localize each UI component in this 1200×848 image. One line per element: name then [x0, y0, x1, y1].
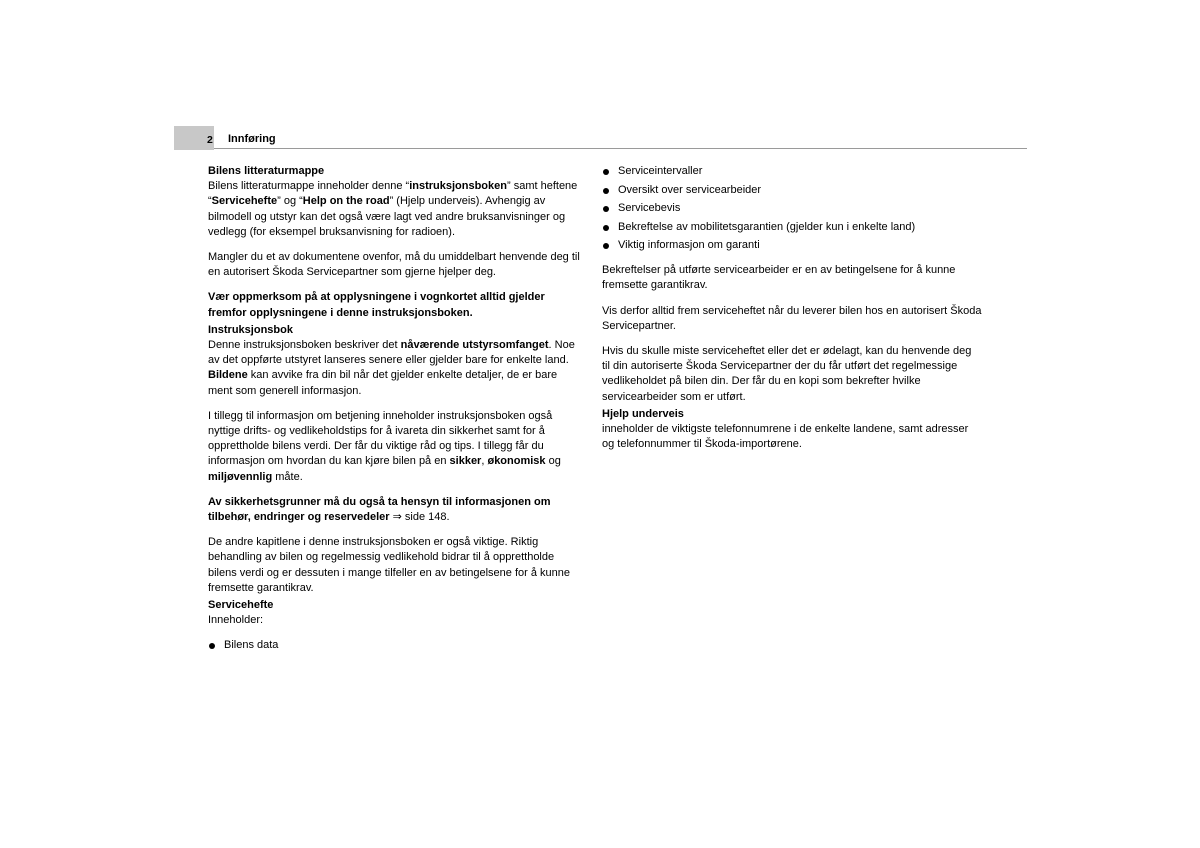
paragraph-other-chapters: De andre kapitlene i denne instruksjonsboken er også viktige. Riktig behandling av bilen og regelmessig vedlikehold bidrar til å opprettholde bilens verdi og er dessuten i mange tilfeller en av betingelsene for å kunne fremsette garantikrav. — [208, 536, 571, 594]
header-rule — [214, 148, 1027, 149]
section-heading-service-booklet: Servicehefte — [208, 599, 274, 612]
bullet-list-left — [208, 638, 582, 653]
paragraph-literature-folder: Bilens litteraturmappe inneholder denne “instruksjonsboken” samt heftene “Servicehefte” og “Help on the road” (Hjelp underveis). Avhengig av bilmodell og utstyr kan det også være lagt ved andre bruksanvisninger og vedlegg (for eksempel bruksanvisning for radioen). — [208, 180, 578, 238]
list-item: Viktig informasjon om garanti — [602, 238, 982, 253]
paragraph-show-booklet: Vis derfor alltid frem serviceheftet når du leverer bilen hos en autorisert Škoda Servicepartner. — [602, 304, 982, 332]
list-item: Serviceintervaller — [602, 164, 982, 179]
bullet-icon — [603, 243, 609, 249]
list-item: Oversikt over servicearbeider — [602, 183, 982, 198]
page-number: 2 — [207, 134, 213, 146]
list-item: Bekreftelse av mobilitetsgarantien (gjelder kun i enkelte land) — [602, 220, 982, 235]
paragraph-help-on-road: inneholder de viktigste telefonnumrene i de enkelte landene, samt adresser og telefonnummer til Škoda-importørene. — [602, 423, 969, 451]
list-item: Servicebevis — [602, 201, 982, 216]
page-number-box — [174, 126, 214, 150]
paragraph-instruction-book: Denne instruksjonsboken beskriver det nåværende utstyrsomfanget. Noe av det oppførte utstyret lanseres senere eller gjelder bare for enkelte land. Bildene kan avvike fra din bil når det gjelder enkelte detaljer, de er bare ment som generell informasjon. — [208, 339, 575, 397]
bullet-icon — [209, 643, 215, 649]
bullet-icon — [603, 188, 609, 194]
list-item: Bilens data — [208, 638, 582, 653]
paragraph-missing-documents: Mangler du et av dokumentene ovenfor, må du umiddelbart henvende deg til en autorisert Škoda Servicepartner som gjerne hjelper deg. — [208, 251, 580, 279]
paragraph-lost-booklet: Hvis du skulle miste serviceheftet eller det er ødelagt, kan du henvende deg til din autoriserte Škoda Servicepartner der du får utført det regelmessige vedlikeholdet på bilen din. Der får du en kopi som bekrefter hvilke servicearbeider som er utført. — [602, 345, 972, 403]
paragraph-operation-info: I tillegg til informasjon om betjening inneholder instruksjonsboken også nyttige drifts- og vedlikeholdstips for å ivareta din sikkerhet samt for å opprettholde bilens verdi. Der får du viktige råd og tips. I tillegg får du informasjon om hvordan du kan kjøre bilen på en sikker, økonomisk og miljøvennlig måte. — [208, 409, 561, 483]
section-heading-literature-folder: Bilens litteraturmappe — [208, 165, 325, 177]
paragraph-safety-reference: Av sikkerhetsgrunner må du også ta hensyn til informasjonen om tilbehør, endringer og reservedeler ⇒ side 148. — [208, 495, 551, 524]
paragraph-confirmations: Bekreftelser på utførte servicearbeider er en av betingelsene for å kunne fremsette garantikrav. — [602, 264, 956, 292]
page-header — [174, 126, 1027, 150]
page-reference-link[interactable]: ⇒ side 148. — [389, 511, 450, 524]
right-column — [602, 164, 982, 462]
bullet-icon — [603, 225, 609, 231]
paragraph-contains: Inneholder: — [208, 614, 264, 627]
section-heading-help-on-road: Hjelp underveis — [602, 407, 684, 420]
bullet-icon — [603, 206, 609, 212]
bullet-list-right — [602, 164, 982, 253]
chapter-title: Innføring — [228, 133, 276, 145]
section-heading-instruction-book: Instruksjonsbok — [208, 323, 293, 336]
bullet-icon — [603, 169, 609, 175]
paragraph-note-registration: Vær oppmerksom på at opplysningene i vognkortet alltid gjelder fremfor opplysningene i denne instruksjonsboken. — [208, 291, 545, 319]
left-column — [208, 164, 582, 664]
